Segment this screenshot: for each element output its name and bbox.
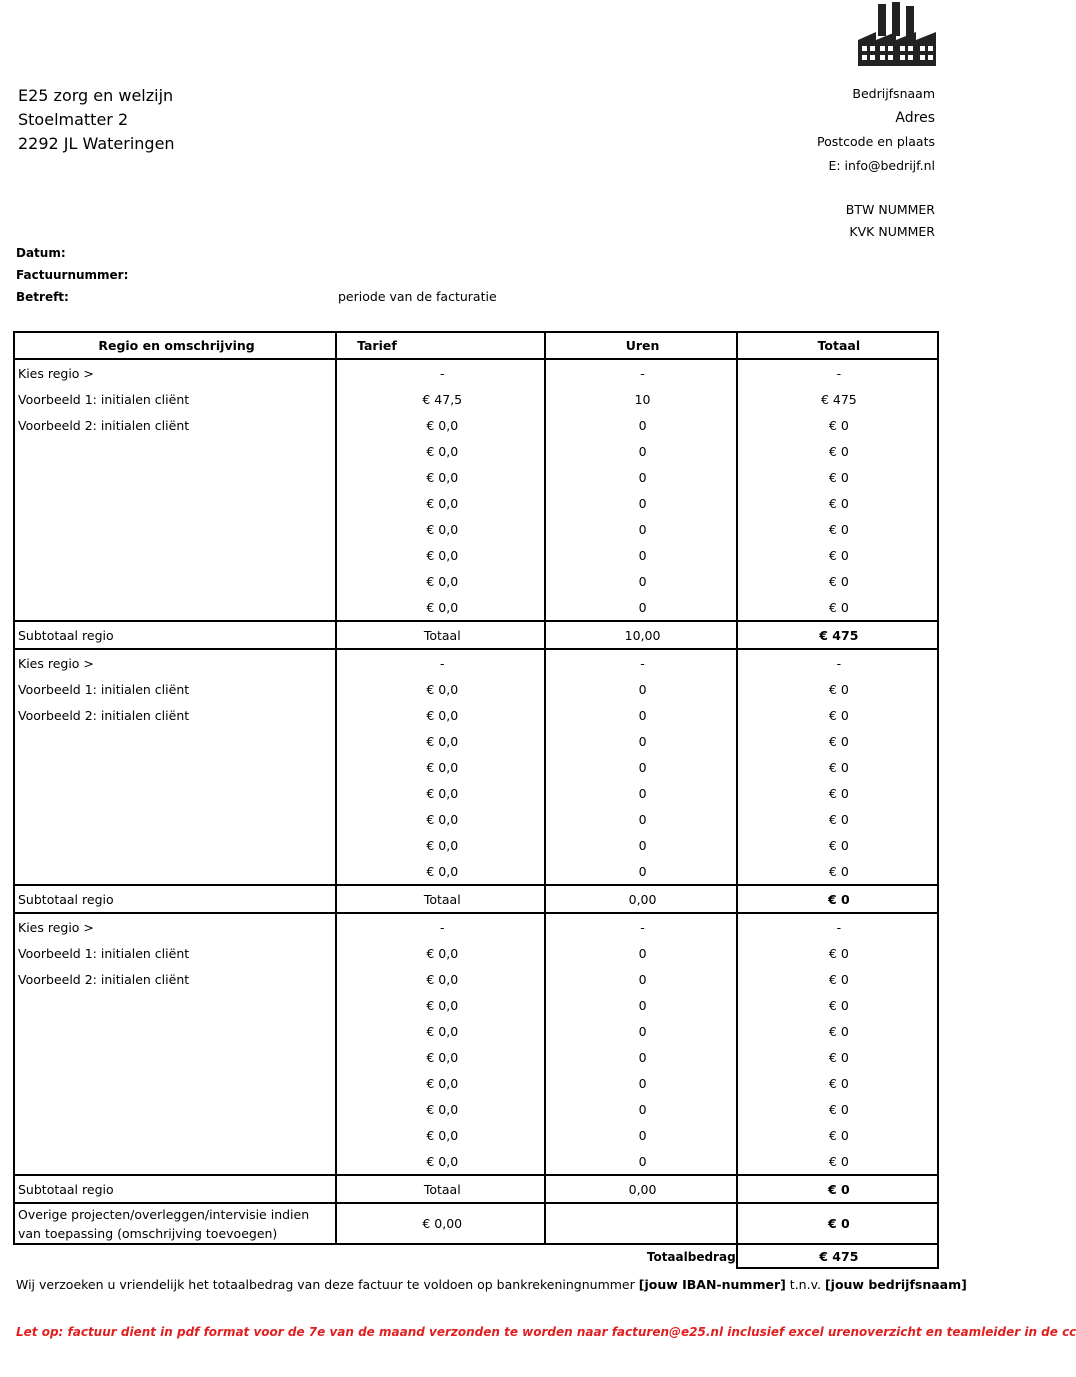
- table-row: [14, 386, 938, 412]
- cell-total: € 0: [737, 1018, 938, 1044]
- cell-hours: 0: [545, 490, 736, 516]
- table-row: [14, 780, 938, 806]
- table-row: [14, 702, 938, 728]
- cell-rate: € 0,0: [336, 568, 545, 594]
- payment-text: Wij verzoeken u vriendelijk het totaalbedrag van deze factuur te voldoen op bankrekeningnummer: [16, 1277, 639, 1292]
- cell-total: -: [737, 359, 938, 386]
- cell-hours: 0: [545, 676, 736, 702]
- cell-total: -: [737, 913, 938, 940]
- cell-description: [14, 1018, 336, 1044]
- cell-description: Voorbeeld 2: initialen cliënt: [14, 412, 336, 438]
- cell-hours: 0: [545, 438, 736, 464]
- period-text: periode van de facturatie: [338, 289, 497, 304]
- table-row: [14, 490, 938, 516]
- cell-description: [14, 516, 336, 542]
- cell-rate: € 0,0: [336, 1018, 545, 1044]
- recipient-city: 2292 JL Wateringen: [18, 134, 175, 153]
- cell-total: € 0: [737, 940, 938, 966]
- subtotal-rate: Totaal: [336, 885, 545, 913]
- cell-hours: 0: [545, 516, 736, 542]
- table-row: [14, 568, 938, 594]
- cell-rate: € 0,0: [336, 1122, 545, 1148]
- table-row: [14, 728, 938, 754]
- cell-rate: -: [336, 359, 545, 386]
- table-row: [14, 992, 938, 1018]
- other-total: € 0: [737, 1203, 938, 1244]
- cell-description: [14, 832, 336, 858]
- cell-description: [14, 1148, 336, 1175]
- cell-rate: € 0,0: [336, 464, 545, 490]
- cell-hours: 0: [545, 832, 736, 858]
- cell-description: [14, 1044, 336, 1070]
- company-name: Bedrijfsnaam: [852, 86, 935, 101]
- cell-description: [14, 464, 336, 490]
- header-rate: Tarief: [336, 332, 545, 359]
- factory-icon: [858, 2, 936, 66]
- company-kvk: KVK NUMMER: [849, 224, 935, 239]
- subtotal-hours: 10,00: [545, 621, 736, 649]
- company-postal: Postcode en plaats: [817, 134, 935, 149]
- cell-rate: € 0,0: [336, 966, 545, 992]
- table-row: [14, 1070, 938, 1096]
- subtotal-rate: Totaal: [336, 621, 545, 649]
- cell-total: € 0: [737, 1044, 938, 1070]
- table-row: [14, 516, 938, 542]
- table-header-row: [14, 332, 938, 359]
- table-row: [14, 806, 938, 832]
- cell-rate: € 0,0: [336, 1148, 545, 1175]
- cell-total: € 0: [737, 1070, 938, 1096]
- cell-hours: 0: [545, 858, 736, 885]
- cell-hours: 0: [545, 806, 736, 832]
- cell-description: [14, 992, 336, 1018]
- subtotal-total: € 475: [737, 621, 938, 649]
- table-row: [14, 1096, 938, 1122]
- cell-total: € 0: [737, 568, 938, 594]
- cell-hours: 0: [545, 992, 736, 1018]
- cell-total: € 0: [737, 806, 938, 832]
- subtotal-hours: 0,00: [545, 885, 736, 913]
- cell-rate: € 0,0: [336, 728, 545, 754]
- table-row: [14, 966, 938, 992]
- table-row: [14, 1122, 938, 1148]
- subject-label: Betreft:: [16, 290, 69, 304]
- cell-description: Voorbeeld 2: initialen cliënt: [14, 702, 336, 728]
- subtotal-rate: Totaal: [336, 1175, 545, 1203]
- table-row: [14, 649, 938, 676]
- subtotal-total: € 0: [737, 885, 938, 913]
- cell-hours: 0: [545, 728, 736, 754]
- cell-rate: € 0,0: [336, 594, 545, 621]
- cell-description: [14, 780, 336, 806]
- cell-hours: 0: [545, 568, 736, 594]
- cell-rate: € 0,0: [336, 542, 545, 568]
- cell-description: [14, 754, 336, 780]
- header-total: Totaal: [737, 332, 938, 359]
- table-row: [14, 594, 938, 621]
- invoice-number-label: Factuurnummer:: [16, 268, 129, 282]
- cell-description: [14, 438, 336, 464]
- table-row: [14, 913, 938, 940]
- cell-description: [14, 542, 336, 568]
- cell-hours: 0: [545, 702, 736, 728]
- header-description: Regio en omschrijving: [14, 332, 336, 359]
- cell-total: € 0: [737, 412, 938, 438]
- cell-hours: 0: [545, 542, 736, 568]
- cell-rate: € 0,0: [336, 1044, 545, 1070]
- cell-hours: 10: [545, 386, 736, 412]
- cell-hours: 0: [545, 1122, 736, 1148]
- cell-total: € 0: [737, 728, 938, 754]
- cell-hours: 0: [545, 1148, 736, 1175]
- company-btw: BTW NUMMER: [845, 202, 935, 217]
- cell-rate: € 0,0: [336, 1096, 545, 1122]
- payment-company: [jouw bedrijfsnaam]: [824, 1277, 967, 1292]
- subtotal-description: Subtotaal regio: [14, 621, 336, 649]
- cell-total: € 0: [737, 992, 938, 1018]
- table-row: [14, 940, 938, 966]
- cell-description: Kies regio >: [14, 359, 336, 386]
- cell-total: € 0: [737, 438, 938, 464]
- date-label: Datum:: [16, 246, 66, 260]
- cell-total: € 0: [737, 490, 938, 516]
- header-hours: Uren: [545, 332, 736, 359]
- table-row: [14, 1148, 938, 1175]
- table-row: [14, 754, 938, 780]
- cell-total: € 0: [737, 832, 938, 858]
- payment-iban: [jouw IBAN-nummer]: [638, 1277, 786, 1292]
- table-row: [14, 832, 938, 858]
- other-description: Overige projecten/overleggen/intervisie indien van toepassing (omschrijving toevoegen): [14, 1203, 336, 1244]
- subtotal-description: Subtotaal regio: [14, 1175, 336, 1203]
- cell-rate: € 0,0: [336, 490, 545, 516]
- cell-hours: -: [545, 359, 736, 386]
- cell-hours: 0: [545, 966, 736, 992]
- subtotal-description: Subtotaal regio: [14, 885, 336, 913]
- cell-description: Kies regio >: [14, 649, 336, 676]
- cell-description: Voorbeeld 1: initialen cliënt: [14, 386, 336, 412]
- subtotal-row: [14, 1175, 938, 1203]
- cell-total: € 0: [737, 464, 938, 490]
- cell-rate: € 0,0: [336, 940, 545, 966]
- company-address: Adres: [895, 110, 935, 126]
- table-row: [14, 858, 938, 885]
- recipient-street: Stoelmatter 2: [18, 110, 129, 129]
- cell-hours: 0: [545, 1044, 736, 1070]
- cell-description: [14, 490, 336, 516]
- cell-rate: € 0,0: [336, 516, 545, 542]
- cell-description: [14, 858, 336, 885]
- company-email: E: info@bedrijf.nl: [828, 158, 935, 173]
- grand-total-value: € 475: [737, 1244, 938, 1268]
- cell-rate: € 0,0: [336, 780, 545, 806]
- cell-total: € 0: [737, 594, 938, 621]
- payment-tnv: t.n.v.: [785, 1277, 825, 1292]
- cell-rate: € 0,0: [336, 438, 545, 464]
- cell-total: € 0: [737, 754, 938, 780]
- subtotal-total: € 0: [737, 1175, 938, 1203]
- cell-description: [14, 1070, 336, 1096]
- table-row: [14, 464, 938, 490]
- payment-instruction: [16, 1277, 967, 1292]
- cell-hours: 0: [545, 464, 736, 490]
- cell-total: € 475: [737, 386, 938, 412]
- table-row: [14, 542, 938, 568]
- grand-spacer: [336, 1244, 545, 1268]
- cell-rate: € 47,5: [336, 386, 545, 412]
- cell-total: € 0: [737, 1148, 938, 1175]
- cell-rate: € 0,0: [336, 858, 545, 885]
- table-row: [14, 1044, 938, 1070]
- other-hours: [545, 1203, 736, 1244]
- cell-hours: 0: [545, 940, 736, 966]
- cell-description: Voorbeeld 1: initialen cliënt: [14, 940, 336, 966]
- cell-hours: -: [545, 913, 736, 940]
- cell-description: [14, 728, 336, 754]
- cell-hours: 0: [545, 594, 736, 621]
- cell-hours: 0: [545, 412, 736, 438]
- cell-description: Kies regio >: [14, 913, 336, 940]
- table-row: [14, 359, 938, 386]
- cell-total: € 0: [737, 702, 938, 728]
- cell-description: [14, 806, 336, 832]
- cell-hours: 0: [545, 1018, 736, 1044]
- table-row: [14, 1018, 938, 1044]
- grand-spacer: [14, 1244, 336, 1268]
- cell-hours: 0: [545, 780, 736, 806]
- cell-total: € 0: [737, 542, 938, 568]
- cell-rate: € 0,0: [336, 1070, 545, 1096]
- cell-rate: € 0,0: [336, 412, 545, 438]
- invoice-body: [14, 359, 938, 1268]
- table-row: [14, 438, 938, 464]
- cell-hours: 0: [545, 754, 736, 780]
- recipient-name: E25 zorg en welzijn: [18, 86, 174, 105]
- cell-total: -: [737, 649, 938, 676]
- table-row: [14, 676, 938, 702]
- cell-rate: -: [336, 649, 545, 676]
- cell-rate: € 0,0: [336, 832, 545, 858]
- invoice-table: [13, 331, 939, 1269]
- cell-rate: € 0,0: [336, 992, 545, 1018]
- cell-total: € 0: [737, 858, 938, 885]
- cell-total: € 0: [737, 1096, 938, 1122]
- cell-total: € 0: [737, 676, 938, 702]
- subtotal-row: [14, 885, 938, 913]
- warning-note: Let op: factuur dient in pdf format voor de 7e van de maand verzonden te worden naar facturen@e25.nl inclusief excel urenoverzicht en teamleider in de cc: [16, 1325, 1076, 1339]
- cell-rate: € 0,0: [336, 676, 545, 702]
- cell-rate: € 0,0: [336, 806, 545, 832]
- cell-hours: 0: [545, 1096, 736, 1122]
- cell-rate: -: [336, 913, 545, 940]
- cell-total: € 0: [737, 516, 938, 542]
- cell-total: € 0: [737, 1122, 938, 1148]
- cell-description: [14, 594, 336, 621]
- subtotal-hours: 0,00: [545, 1175, 736, 1203]
- grand-total-label: Totaalbedrag: [646, 1249, 736, 1264]
- cell-hours: 0: [545, 1070, 736, 1096]
- cell-hours: -: [545, 649, 736, 676]
- cell-description: [14, 1122, 336, 1148]
- cell-description: [14, 1096, 336, 1122]
- cell-description: Voorbeeld 2: initialen cliënt: [14, 966, 336, 992]
- other-projects-row: [14, 1203, 938, 1244]
- cell-rate: € 0,0: [336, 754, 545, 780]
- cell-description: [14, 568, 336, 594]
- cell-total: € 0: [737, 780, 938, 806]
- other-rate: € 0,00: [336, 1203, 545, 1244]
- cell-rate: € 0,0: [336, 702, 545, 728]
- cell-total: € 0: [737, 966, 938, 992]
- table-row: [14, 412, 938, 438]
- grand-total-row: [14, 1244, 938, 1268]
- subtotal-row: [14, 621, 938, 649]
- cell-description: Voorbeeld 1: initialen cliënt: [14, 676, 336, 702]
